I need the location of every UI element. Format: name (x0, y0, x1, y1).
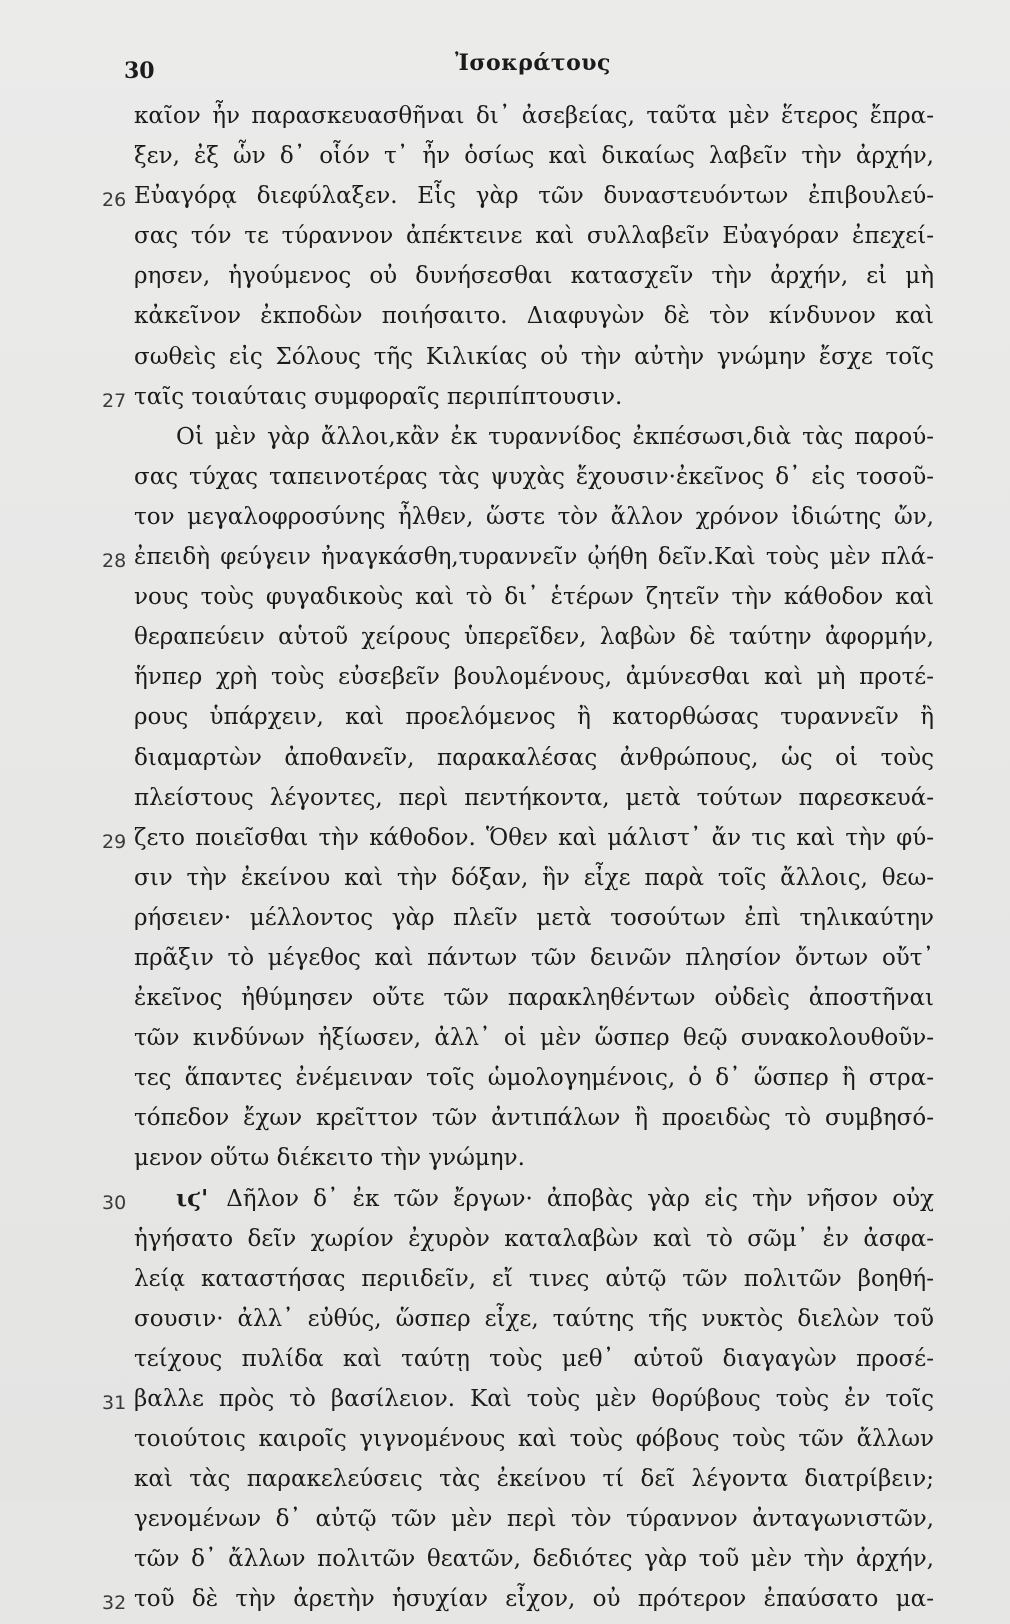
text-line: καῖον ἦν παρασκευασθῆναι δι᾿ ἀσεβείας, ταῦτα μὲν ἕτερος ἔπρα- (134, 103, 934, 129)
body-text (102, 96, 934, 1620)
text-line: πρᾶξιν τὸ μέγεθος καὶ πάντων τῶν δεινῶν πλησίον ὄντων οὔτ᾿ (134, 944, 934, 971)
section-number: 26 (102, 189, 127, 212)
text-line: τόπεδον ἔχων κρεῖττον τῶν ἀντιπάλων ἢ προειδὼς τὸ συμβησό- (134, 1105, 934, 1132)
text-line: θεραπεύειν αὑτοῦ χείρους ὑπερεῖδεν, λαβὼν δὲ ταύτην ἀφορμήν, (134, 624, 934, 651)
section-number: 31 (102, 1392, 127, 1414)
text-line: ἐκεῖνος ἠθύμησεν οὔτε τῶν παρακληθέντων οὐδεὶς ἀποστῆναι (134, 985, 934, 1012)
text-line: ξεν, ἐξ ὧν δ᾿ οἷόν τ᾿ ἦν ὁσίως καὶ δικαίως λαβεῖν τὴν ἀρχήν, (134, 143, 934, 170)
text-line: μενον οὕτω διέκειτο τὴν γνώμην. (134, 1145, 525, 1172)
section-number: 29 (102, 830, 127, 853)
text-line (102, 818, 934, 858)
text-line: τῶν δ᾿ ἄλλων πολιτῶν θεατῶν, δεδιότες γὰρ τοῦ μὲν τὴν ἀρχήν, (134, 1546, 934, 1573)
page-number: 30 (124, 58, 155, 84)
text-line: κἀκεῖνον ἐκποδὼν ποιήσαιτο. Διαφυγὼν δὲ τὸν κίνδυνον καὶ (134, 303, 934, 330)
text-line: σας τόν τε τύραννον ἀπέκτεινε καὶ συλλαβεῖν Εὐαγόραν ἐπεχεί- (134, 223, 934, 250)
text-line: πλείστους λέγοντες, περὶ πεντήκοντα, μετὰ τούτων παρεσκευά- (134, 784, 934, 811)
line-text: ἐπειδὴ φεύγειν ἠναγκάσθη,τυραννεῖν ᾠήθη δεῖν.Καὶ τοὺς μὲν πλά- (134, 544, 934, 571)
text-line: ρήσειεν· μέλλοντος γὰρ πλεῖν μετὰ τοσούτων ἐπὶ τηλικαύτην (134, 904, 934, 931)
line-text: Εὐαγόρᾳ διεφύλαξεν. Εἷς γὰρ τῶν δυναστευόντων ἐπιβουλεύ- (134, 183, 934, 210)
text-line: σωθεὶς εἰς Σόλους τῆς Κιλικίας οὐ τὴν αὐτὴν γνώμην ἔσχε τοῖς (134, 343, 934, 370)
running-head: Ἰσοκράτους (455, 50, 611, 76)
text-line (102, 1579, 934, 1619)
text-line: τοιούτοις καιροῖς γιγνομένους καὶ τοὺς φόβους τοὺς τῶν ἄλλων (134, 1426, 934, 1453)
text-line (102, 176, 934, 216)
text-line: ρησεν, ἡγούμενος οὐ δυνήσεσθαι κατασχεῖν τὴν ἀρχήν, εἰ μὴ (134, 263, 934, 290)
text-line (102, 1179, 934, 1219)
chapter-label: ιϛ' (176, 1184, 209, 1212)
text-line: τείχους πυλίδα καὶ ταύτῃ τοὺς μεθ᾿ αὑτοῦ διαγαγὼν προσέ- (134, 1345, 934, 1372)
text-line: νους τοὺς φυγαδικοὺς καὶ τὸ δι᾿ ἑτέρων ζητεῖν τὴν κάθοδον καὶ (134, 584, 934, 611)
line-text: ταῖς τοιαύταις συμφοραῖς περιπίπτουσιν. (134, 383, 623, 410)
line-text: ζετο ποιεῖσθαι τὴν κάθοδον. Ὅθεν καὶ μάλιστ᾿ ἄν τις καὶ τὴν φύ- (134, 824, 934, 851)
section-number: 30 (102, 1191, 127, 1214)
text-line (102, 1379, 934, 1419)
text-line: ἥνπερ χρὴ τοὺς εὐσεβεῖν βουλομένους, ἀμύνεσθαι καὶ μὴ προτέ- (134, 664, 934, 691)
text-line: γενομένων δ᾿ αὐτῷ τῶν μὲν περὶ τὸν τύραννον ἀνταγωνιστῶν, (134, 1506, 934, 1533)
section-number: 28 (102, 550, 127, 573)
text-line: σας τύχας ταπεινοτέρας τὰς ψυχὰς ἔχουσιν·ἐκεῖνος δ᾿ εἰς τοσοῦ- (134, 463, 934, 490)
line-text: βαλλε πρὸς τὸ βασίλειον. Καὶ τοὺς μὲν θορύβους τοὺς ἐν τοῖς (134, 1386, 934, 1412)
text-line: τον μεγαλοφροσύνης ἦλθεν, ὥστε τὸν ἄλλον χρόνον ἰδιώτης ὤν, (134, 503, 934, 530)
text-line: Οἱ μὲν γὰρ ἄλλοι,κἂν ἐκ τυραννίδος ἐκπέσωσι,διὰ τὰς παρού- (176, 423, 934, 450)
text-line: διαμαρτὼν ἀποθανεῖν, παρακαλέσας ἀνθρώπους, ὡς οἱ τοὺς (134, 744, 934, 771)
text-line (102, 377, 934, 417)
text-line: τῶν κινδύνων ἠξίωσεν, ἀλλ᾿ οἱ μὲν ὥσπερ θεῷ συνακολουθοῦν- (134, 1025, 934, 1052)
text-line: ἡγήσατο δεῖν χωρίον ἐχυρὸν καταλαβὼν καὶ τὸ σῶμ᾿ ἐν ἀσφα- (134, 1225, 934, 1252)
text-line: σιν τὴν ἐκείνου καὶ τὴν δόξαν, ἣν εἶχε παρὰ τοῖς ἄλλοις, θεω- (134, 864, 934, 891)
section-number: 27 (102, 389, 127, 412)
text-line: λείᾳ καταστήσας περιιδεῖν, εἴ τινες αὐτῷ τῶν πολιτῶν βοηθή- (134, 1265, 934, 1292)
line-text: τοῦ δὲ τὴν ἀρετὴν ἡσυχίαν εἶχον, οὐ πρότερον ἐπαύσατο μα- (134, 1586, 934, 1613)
text-line: τες ἅπαντες ἐνέμειναν τοῖς ὡμολογημένοις, ὁ δ᾿ ὥσπερ ἢ στρα- (134, 1065, 934, 1092)
section-number: 32 (102, 1592, 127, 1615)
line-text: Δῆλον δ᾿ ἐκ τῶν ἔργων· ἀποβὰς γὰρ εἰς τὴν νῆσον οὐχ (226, 1185, 934, 1212)
text-line: καὶ τὰς παρακελεύσεις τὰς ἐκείνου τί δεῖ λέγοντα διατρίβειν; (134, 1466, 934, 1493)
text-line: σουσιν· ἀλλ᾿ εὐθύς, ὥσπερ εἶχε, ταύτης τῆς νυκτὸς διελὼν τοῦ (134, 1305, 934, 1332)
text-line (102, 537, 934, 577)
text-line: ρους ὑπάρχειν, καὶ προελόμενος ἢ κατορθώσας τυραννεῖν ἢ (134, 704, 934, 731)
